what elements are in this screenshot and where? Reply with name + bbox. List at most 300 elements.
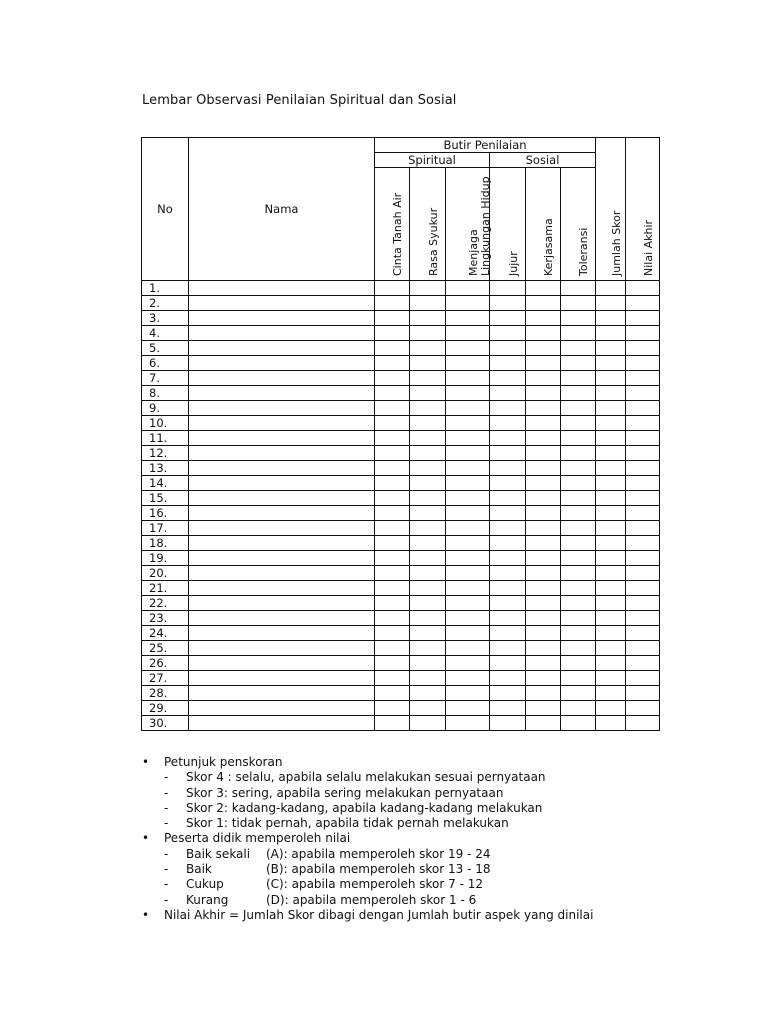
- score-cell[interactable]: [490, 566, 526, 581]
- score-cell[interactable]: [410, 656, 446, 671]
- row-number: 21.: [142, 581, 189, 596]
- score-cell[interactable]: [561, 281, 596, 296]
- score-cell[interactable]: [526, 416, 561, 431]
- score-cell[interactable]: [490, 716, 526, 731]
- score-cell[interactable]: [596, 566, 626, 581]
- score-cell[interactable]: [446, 671, 490, 686]
- score-cell[interactable]: [410, 296, 446, 311]
- score-cell[interactable]: [375, 641, 410, 656]
- row-number: 26.: [142, 656, 189, 671]
- score-cell[interactable]: [626, 551, 660, 566]
- score-cell[interactable]: [375, 656, 410, 671]
- score-cell[interactable]: [596, 446, 626, 461]
- score-cell[interactable]: [596, 701, 626, 716]
- score-cell[interactable]: [446, 416, 490, 431]
- dash-marker: -: [164, 862, 169, 877]
- name-cell[interactable]: [189, 356, 375, 371]
- score-cell[interactable]: [375, 581, 410, 596]
- score-cell[interactable]: [375, 296, 410, 311]
- score-cell[interactable]: [561, 431, 596, 446]
- name-cell[interactable]: [189, 431, 375, 446]
- score-cell[interactable]: [526, 626, 561, 641]
- score-cell[interactable]: [375, 416, 410, 431]
- score-cell[interactable]: [526, 296, 561, 311]
- score-cell[interactable]: [526, 521, 561, 536]
- score-cell[interactable]: [446, 506, 490, 521]
- score-cell[interactable]: [410, 356, 446, 371]
- score-cell[interactable]: [596, 596, 626, 611]
- header-nilai-akhir: Nilai Akhir: [626, 168, 660, 281]
- score-cell[interactable]: [490, 521, 526, 536]
- score-cell[interactable]: [561, 356, 596, 371]
- score-cell[interactable]: [626, 611, 660, 626]
- score-cell[interactable]: [561, 341, 596, 356]
- score-cell[interactable]: [375, 566, 410, 581]
- score-cell[interactable]: [596, 431, 626, 446]
- note-scoring: • Petunjuk penskoran: [142, 755, 283, 769]
- name-cell[interactable]: [189, 281, 375, 296]
- score-cell[interactable]: [446, 566, 490, 581]
- score-cell[interactable]: [626, 401, 660, 416]
- score-cell[interactable]: [526, 401, 561, 416]
- score-cell[interactable]: [626, 641, 660, 656]
- score-cell[interactable]: [410, 716, 446, 731]
- score-cell[interactable]: [561, 566, 596, 581]
- score-cell[interactable]: [596, 341, 626, 356]
- score-cell[interactable]: [490, 371, 526, 386]
- name-cell[interactable]: [189, 326, 375, 341]
- score-cell[interactable]: [490, 611, 526, 626]
- table-row: [142, 431, 660, 446]
- score-cell[interactable]: [490, 701, 526, 716]
- score-cell[interactable]: [446, 356, 490, 371]
- score-cell[interactable]: [410, 386, 446, 401]
- score-cell[interactable]: [596, 686, 626, 701]
- score-cell[interactable]: [410, 431, 446, 446]
- name-cell[interactable]: [189, 311, 375, 326]
- score-cell[interactable]: [446, 281, 490, 296]
- score-cell[interactable]: [626, 311, 660, 326]
- score-cell[interactable]: [596, 656, 626, 671]
- score-cell[interactable]: [596, 506, 626, 521]
- score-cell[interactable]: [446, 431, 490, 446]
- score-cell[interactable]: [375, 461, 410, 476]
- score-cell[interactable]: [561, 416, 596, 431]
- name-cell[interactable]: [189, 401, 375, 416]
- score-cell[interactable]: [375, 701, 410, 716]
- score-cell[interactable]: [561, 296, 596, 311]
- score-cell[interactable]: [561, 401, 596, 416]
- score-cell[interactable]: [490, 401, 526, 416]
- score-cell[interactable]: [410, 671, 446, 686]
- score-cell[interactable]: [596, 311, 626, 326]
- score-cell[interactable]: [375, 686, 410, 701]
- score-cell[interactable]: [490, 311, 526, 326]
- score-cell[interactable]: [626, 371, 660, 386]
- name-cell[interactable]: [189, 491, 375, 506]
- name-cell[interactable]: [189, 716, 375, 731]
- score-cell[interactable]: [375, 431, 410, 446]
- name-cell[interactable]: [189, 581, 375, 596]
- name-cell[interactable]: [189, 641, 375, 656]
- score-cell[interactable]: [375, 536, 410, 551]
- score-cell[interactable]: [561, 521, 596, 536]
- score-cell[interactable]: [526, 491, 561, 506]
- score-cell[interactable]: [490, 461, 526, 476]
- score-cell[interactable]: [410, 521, 446, 536]
- score-cell[interactable]: [446, 686, 490, 701]
- name-cell[interactable]: [189, 446, 375, 461]
- score-cell[interactable]: [526, 341, 561, 356]
- score-cell[interactable]: [526, 476, 561, 491]
- header-jumlah-skor-top: [596, 138, 626, 168]
- score-cell[interactable]: [561, 656, 596, 671]
- score-cell[interactable]: [626, 536, 660, 551]
- score-cell[interactable]: [596, 551, 626, 566]
- score-cell[interactable]: [446, 326, 490, 341]
- score-cell[interactable]: [410, 641, 446, 656]
- score-cell[interactable]: [526, 536, 561, 551]
- score-cell[interactable]: [561, 506, 596, 521]
- score-cell[interactable]: [626, 296, 660, 311]
- name-cell[interactable]: [189, 596, 375, 611]
- score-cell[interactable]: [375, 476, 410, 491]
- score-cell[interactable]: [490, 551, 526, 566]
- score-cell[interactable]: [446, 641, 490, 656]
- score-cell[interactable]: [490, 536, 526, 551]
- score-cell[interactable]: [410, 626, 446, 641]
- score-cell[interactable]: [526, 386, 561, 401]
- score-cell[interactable]: [526, 506, 561, 521]
- score-cell[interactable]: [446, 551, 490, 566]
- grade-label: Cukup: [186, 877, 224, 892]
- score-cell[interactable]: [490, 341, 526, 356]
- score-cell[interactable]: [561, 461, 596, 476]
- score-cell[interactable]: [375, 326, 410, 341]
- score-cell[interactable]: [626, 461, 660, 476]
- score-cell[interactable]: [626, 701, 660, 716]
- score-cell[interactable]: [375, 551, 410, 566]
- name-cell[interactable]: [189, 611, 375, 626]
- score-cell[interactable]: [626, 626, 660, 641]
- score-cell[interactable]: [446, 341, 490, 356]
- score-cell[interactable]: [626, 326, 660, 341]
- score-cell[interactable]: [446, 611, 490, 626]
- scoring-item: - Skor 4 : selalu, apabila selalu melakukan sesuai pernyataan: [164, 770, 546, 785]
- score-cell[interactable]: [626, 386, 660, 401]
- score-cell[interactable]: [596, 296, 626, 311]
- score-cell[interactable]: [375, 446, 410, 461]
- score-cell[interactable]: [410, 596, 446, 611]
- name-cell[interactable]: [189, 536, 375, 551]
- score-cell[interactable]: [526, 701, 561, 716]
- score-cell[interactable]: [596, 536, 626, 551]
- table-row: [142, 341, 660, 356]
- score-cell[interactable]: [375, 281, 410, 296]
- score-cell[interactable]: [375, 716, 410, 731]
- score-cell[interactable]: [375, 521, 410, 536]
- name-cell[interactable]: [189, 386, 375, 401]
- score-cell[interactable]: [561, 386, 596, 401]
- observation-table: [141, 137, 660, 731]
- score-cell[interactable]: [596, 401, 626, 416]
- score-cell[interactable]: [410, 536, 446, 551]
- name-cell[interactable]: [189, 701, 375, 716]
- score-cell[interactable]: [410, 686, 446, 701]
- score-cell[interactable]: [410, 551, 446, 566]
- name-cell[interactable]: [189, 626, 375, 641]
- score-cell[interactable]: [596, 521, 626, 536]
- score-cell[interactable]: [526, 611, 561, 626]
- name-cell[interactable]: [189, 296, 375, 311]
- score-cell[interactable]: [596, 476, 626, 491]
- score-cell[interactable]: [410, 281, 446, 296]
- name-cell[interactable]: [189, 566, 375, 581]
- score-cell[interactable]: [375, 506, 410, 521]
- score-cell[interactable]: [561, 686, 596, 701]
- score-cell[interactable]: [526, 596, 561, 611]
- score-cell[interactable]: [410, 581, 446, 596]
- row-number: 11.: [142, 431, 189, 446]
- score-cell[interactable]: [526, 671, 561, 686]
- dash-marker: -: [164, 846, 169, 861]
- score-cell[interactable]: [490, 281, 526, 296]
- score-cell[interactable]: [526, 371, 561, 386]
- name-cell[interactable]: [189, 371, 375, 386]
- table-row: [142, 416, 660, 431]
- score-cell[interactable]: [596, 416, 626, 431]
- score-cell[interactable]: [446, 596, 490, 611]
- grade-desc: (B): apabila memperoleh skor 13 - 18: [266, 862, 491, 877]
- score-cell[interactable]: [410, 506, 446, 521]
- row-number: 28.: [142, 686, 189, 701]
- score-cell[interactable]: [410, 491, 446, 506]
- score-cell[interactable]: [375, 671, 410, 686]
- score-cell[interactable]: [526, 581, 561, 596]
- name-cell[interactable]: [189, 521, 375, 536]
- row-number: 6.: [142, 356, 189, 371]
- score-cell[interactable]: [626, 341, 660, 356]
- score-cell[interactable]: [596, 611, 626, 626]
- score-cell[interactable]: [446, 461, 490, 476]
- score-cell[interactable]: [410, 446, 446, 461]
- score-cell[interactable]: [626, 281, 660, 296]
- score-cell[interactable]: [596, 716, 626, 731]
- score-cell[interactable]: [526, 716, 561, 731]
- score-cell[interactable]: [375, 596, 410, 611]
- score-cell[interactable]: [561, 641, 596, 656]
- score-cell[interactable]: [410, 566, 446, 581]
- score-cell[interactable]: [596, 371, 626, 386]
- score-cell[interactable]: [490, 686, 526, 701]
- score-cell[interactable]: [596, 281, 626, 296]
- score-cell[interactable]: [446, 716, 490, 731]
- score-cell[interactable]: [490, 416, 526, 431]
- score-cell[interactable]: [446, 296, 490, 311]
- name-cell[interactable]: [189, 416, 375, 431]
- header-sosial: Sosial: [490, 153, 596, 168]
- score-cell[interactable]: [446, 491, 490, 506]
- score-cell[interactable]: [446, 581, 490, 596]
- score-cell[interactable]: [596, 356, 626, 371]
- score-cell[interactable]: [626, 596, 660, 611]
- score-cell[interactable]: [375, 356, 410, 371]
- score-cell[interactable]: [526, 551, 561, 566]
- score-cell[interactable]: [596, 491, 626, 506]
- score-cell[interactable]: [490, 296, 526, 311]
- row-number: 18.: [142, 536, 189, 551]
- score-cell[interactable]: [410, 401, 446, 416]
- name-cell[interactable]: [189, 686, 375, 701]
- grade-item: [140, 862, 660, 877]
- score-cell[interactable]: [561, 311, 596, 326]
- score-cell[interactable]: [375, 401, 410, 416]
- score-cell[interactable]: [446, 626, 490, 641]
- row-number: 23.: [142, 611, 189, 626]
- bullet-dot: •: [142, 831, 150, 846]
- table-row: [142, 686, 660, 701]
- score-cell[interactable]: [446, 386, 490, 401]
- score-cell[interactable]: [410, 326, 446, 341]
- score-cell[interactable]: [410, 371, 446, 386]
- score-cell[interactable]: [446, 446, 490, 461]
- score-cell[interactable]: [410, 341, 446, 356]
- score-cell[interactable]: [596, 326, 626, 341]
- name-cell[interactable]: [189, 461, 375, 476]
- row-number: 10.: [142, 416, 189, 431]
- header-menjaga-lingkungan: Menjaga Lingkungan Hidup: [446, 168, 490, 281]
- name-cell[interactable]: [189, 671, 375, 686]
- score-cell[interactable]: [596, 581, 626, 596]
- score-cell[interactable]: [490, 386, 526, 401]
- score-cell[interactable]: [526, 356, 561, 371]
- score-cell[interactable]: [410, 701, 446, 716]
- score-cell[interactable]: [490, 446, 526, 461]
- score-cell[interactable]: [410, 461, 446, 476]
- score-cell[interactable]: [490, 596, 526, 611]
- score-cell[interactable]: [626, 716, 660, 731]
- score-cell[interactable]: [446, 656, 490, 671]
- score-cell[interactable]: [526, 641, 561, 656]
- score-cell[interactable]: [596, 626, 626, 641]
- score-cell[interactable]: [561, 491, 596, 506]
- score-cell[interactable]: [526, 446, 561, 461]
- score-cell[interactable]: [626, 671, 660, 686]
- score-cell[interactable]: [375, 491, 410, 506]
- score-cell[interactable]: [626, 506, 660, 521]
- score-cell[interactable]: [561, 551, 596, 566]
- score-cell[interactable]: [626, 356, 660, 371]
- score-cell[interactable]: [410, 611, 446, 626]
- score-cell[interactable]: [561, 701, 596, 716]
- score-cell[interactable]: [626, 416, 660, 431]
- table-row: [142, 326, 660, 341]
- score-cell[interactable]: [375, 626, 410, 641]
- score-cell[interactable]: [490, 431, 526, 446]
- score-cell[interactable]: [375, 611, 410, 626]
- score-cell[interactable]: [626, 431, 660, 446]
- score-cell[interactable]: [626, 521, 660, 536]
- row-number: 2.: [142, 296, 189, 311]
- score-cell[interactable]: [446, 476, 490, 491]
- score-cell[interactable]: [375, 386, 410, 401]
- score-cell[interactable]: [561, 536, 596, 551]
- score-cell[interactable]: [626, 581, 660, 596]
- score-cell[interactable]: [561, 476, 596, 491]
- score-cell[interactable]: [410, 416, 446, 431]
- score-cell[interactable]: [490, 641, 526, 656]
- score-cell[interactable]: [596, 641, 626, 656]
- score-cell[interactable]: [561, 716, 596, 731]
- score-cell[interactable]: [526, 281, 561, 296]
- score-cell[interactable]: [561, 671, 596, 686]
- score-cell[interactable]: [446, 536, 490, 551]
- score-cell[interactable]: [375, 341, 410, 356]
- score-cell[interactable]: [490, 656, 526, 671]
- score-cell[interactable]: [626, 686, 660, 701]
- score-cell[interactable]: [626, 476, 660, 491]
- score-cell[interactable]: [526, 461, 561, 476]
- score-cell[interactable]: [446, 521, 490, 536]
- row-number: 9.: [142, 401, 189, 416]
- score-cell[interactable]: [446, 371, 490, 386]
- score-cell[interactable]: [626, 656, 660, 671]
- name-cell[interactable]: [189, 476, 375, 491]
- score-cell[interactable]: [375, 311, 410, 326]
- score-cell[interactable]: [490, 326, 526, 341]
- score-cell[interactable]: [490, 506, 526, 521]
- score-cell[interactable]: [561, 446, 596, 461]
- score-cell[interactable]: [490, 581, 526, 596]
- name-cell[interactable]: [189, 551, 375, 566]
- score-cell[interactable]: [490, 671, 526, 686]
- score-cell[interactable]: [561, 626, 596, 641]
- score-cell[interactable]: [410, 476, 446, 491]
- score-cell[interactable]: [561, 326, 596, 341]
- score-cell[interactable]: [596, 671, 626, 686]
- name-cell[interactable]: [189, 341, 375, 356]
- score-cell[interactable]: [526, 326, 561, 341]
- score-cell[interactable]: [526, 566, 561, 581]
- table-row: [142, 521, 660, 536]
- score-cell[interactable]: [490, 626, 526, 641]
- score-cell[interactable]: [526, 431, 561, 446]
- name-cell[interactable]: [189, 506, 375, 521]
- score-cell[interactable]: [561, 581, 596, 596]
- score-cell[interactable]: [526, 686, 561, 701]
- score-cell[interactable]: [446, 701, 490, 716]
- score-cell[interactable]: [526, 311, 561, 326]
- score-cell[interactable]: [596, 386, 626, 401]
- score-cell[interactable]: [626, 491, 660, 506]
- score-cell[interactable]: [375, 371, 410, 386]
- score-cell[interactable]: [446, 401, 490, 416]
- row-number: 15.: [142, 491, 189, 506]
- score-cell[interactable]: [410, 311, 446, 326]
- score-cell[interactable]: [596, 461, 626, 476]
- score-cell[interactable]: [446, 311, 490, 326]
- score-cell[interactable]: [626, 446, 660, 461]
- score-cell[interactable]: [526, 656, 561, 671]
- name-cell[interactable]: [189, 656, 375, 671]
- score-cell[interactable]: [561, 371, 596, 386]
- score-cell[interactable]: [561, 611, 596, 626]
- score-cell[interactable]: [490, 476, 526, 491]
- score-cell[interactable]: [561, 596, 596, 611]
- score-cell[interactable]: [626, 566, 660, 581]
- score-cell[interactable]: [490, 356, 526, 371]
- score-cell[interactable]: [490, 491, 526, 506]
